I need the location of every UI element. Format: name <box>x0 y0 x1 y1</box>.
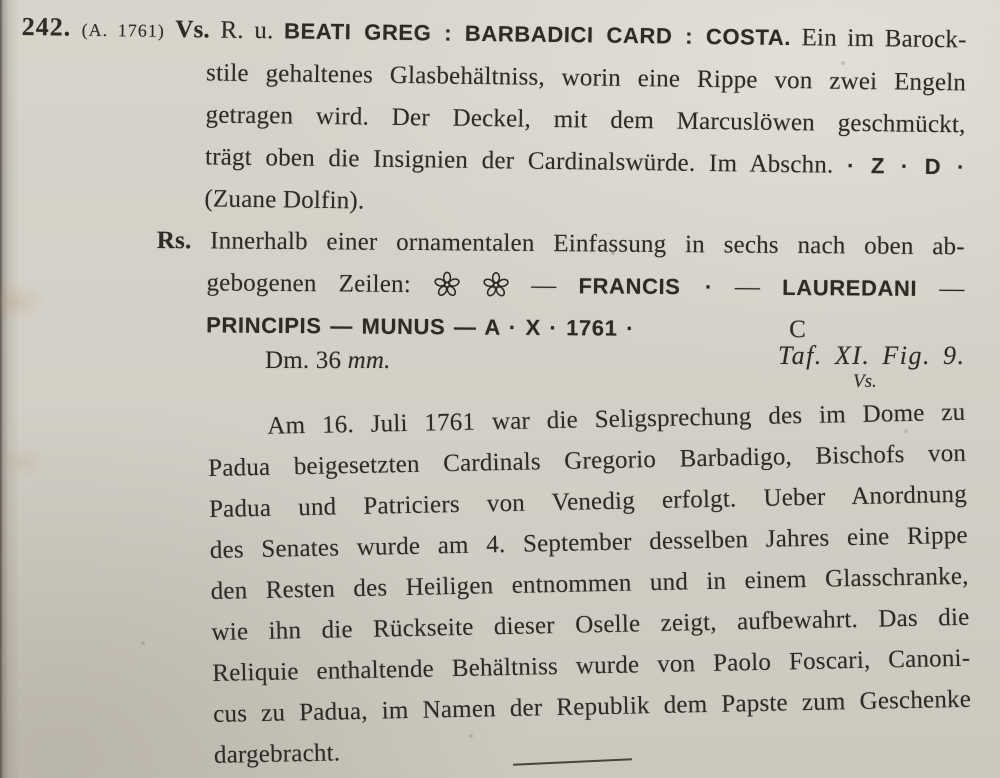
reverse-desc-1: Innerhalb einer ornamentalen Einfassung in sechs nach oben ab- <box>210 227 965 261</box>
reverse-inscription-lauredani: LAUREDANI <box>782 274 918 301</box>
reverse-desc-2-text: gebogenen Zeilen: <box>206 269 412 298</box>
obverse-section <box>19 6 967 230</box>
commentary-line: cus zu Padua, im Namen der Republik dem Papste zum Geschenke <box>212 685 972 728</box>
diameter-value <box>265 340 391 382</box>
obverse-desc-1: Ein im Barock- <box>801 24 967 54</box>
engraver-signature-zd: · Z · D · <box>846 152 966 180</box>
diameter-unit: mm. <box>347 347 391 374</box>
separator-dash: — <box>734 273 761 301</box>
obverse-desc-2: stile gehaltenes Glasbehältniss, worin eine Rippe von zwei Engeln <box>205 59 967 97</box>
separator-dash: — <box>531 271 557 300</box>
obverse-prefix: R. u. <box>220 16 274 45</box>
reverse-label: Rs. <box>156 226 192 255</box>
plate-side-label: Vs. <box>853 371 877 392</box>
entry-number: 242. <box>21 11 72 42</box>
commentary-paragraph <box>207 392 972 776</box>
reverse-section <box>156 220 965 352</box>
reverse-line-2 <box>206 262 964 310</box>
commentary-line: Padua und Patriciers von Venedig erfolgt. Ueber Anordnung <box>208 480 968 523</box>
plate-reference: Taf. XI. Fig. 9. <box>778 341 966 370</box>
commentary-line: Am 16. Juli 1761 war die Seligsprechung des im Dome zu <box>267 398 966 440</box>
obverse-desc-4-text: trägt oben die Insignien der Cardinalswürde. Im Abschn. <box>204 143 834 179</box>
obverse-inscription: BEATI GREG : BARBADICI CARD : COSTA. <box>283 18 792 51</box>
reverse-line-1 <box>157 220 965 268</box>
paper-specks <box>0 0 2 2</box>
commentary-line: des Senates wurde am 4. September desselben Jahres eine Rippe <box>209 521 968 564</box>
rosette-icon <box>482 272 509 299</box>
engraver-initial: C <box>789 315 807 344</box>
obverse-desc-5: (Zuane Dolfin). <box>204 185 365 215</box>
obverse-label: Vs. <box>175 16 211 44</box>
obverse-line-1 <box>21 6 966 62</box>
entry-date-note: (A. 1761) <box>81 19 165 41</box>
diameter-label: Dm. 36 <box>265 347 342 374</box>
commentary-line: den Resten des Heiligen entnommen und in einem Glasschranke, <box>210 562 969 605</box>
commentary-line: dargebracht. <box>213 739 341 769</box>
commentary-line: wie ihn die Rückseite dieser Oselle zeigt, aufbewahrt. Das die <box>211 603 970 646</box>
commentary-line: Reliquie enthaltende Behältniss wurde von Paolo Foscari, Canoni- <box>212 644 971 687</box>
rosette-icon <box>433 271 460 298</box>
reverse-inscription-francis: FRANCIS · <box>578 273 713 300</box>
commentary-line: Padua beigesetzten Cardinals Gregorio Barbadigo, Bischofs von <box>207 439 967 482</box>
separator-dash: — <box>939 275 965 303</box>
reverse-inscription-line2: PRINCIPIS — MUNUS — A · X · 1761 · <box>206 312 635 341</box>
obverse-desc-3: getragen wird. Der Deckel, mit dem Marcuslöwen geschmückt, <box>205 101 966 139</box>
